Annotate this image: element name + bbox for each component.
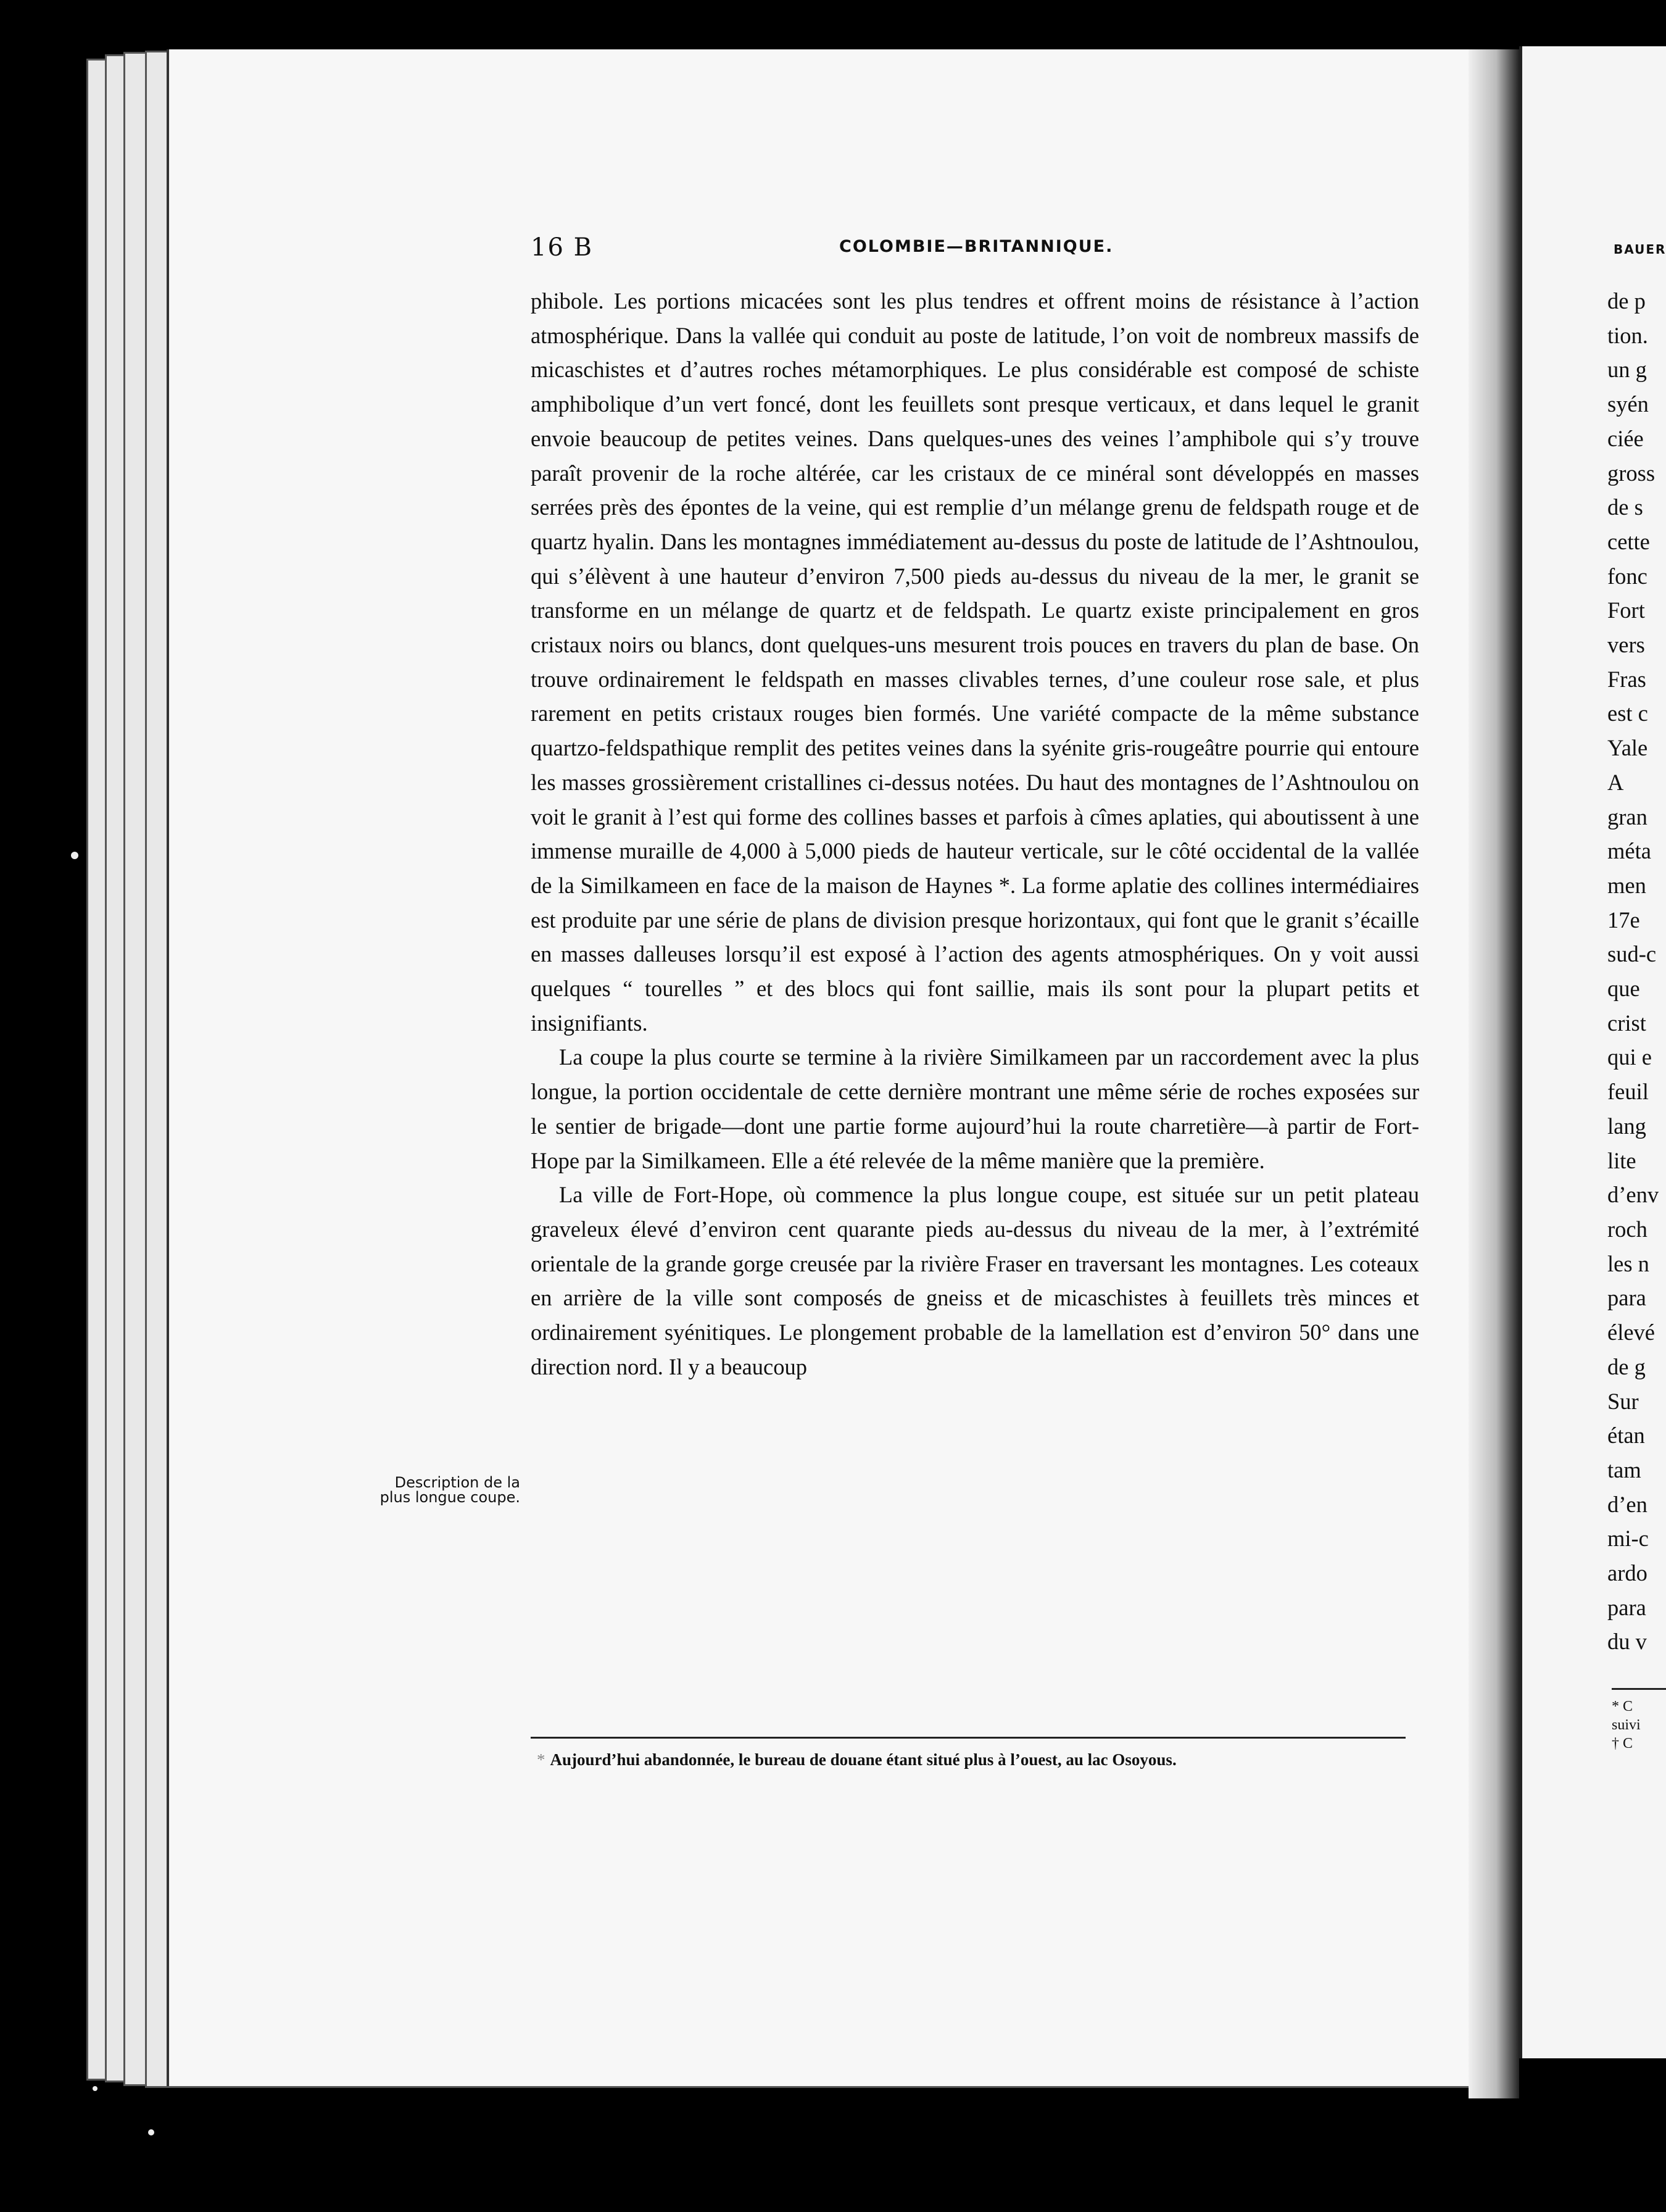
scan-speck bbox=[93, 2086, 97, 2091]
facing-page-line: crist bbox=[1607, 1010, 1646, 1036]
margin-note: Description de la plus longue coupe. bbox=[379, 1474, 520, 1506]
facing-page-line: lang bbox=[1607, 1113, 1646, 1139]
facing-page-line: élevé bbox=[1607, 1320, 1655, 1345]
facing-page-line: Fras bbox=[1607, 666, 1646, 692]
footnote-mark: * bbox=[537, 1750, 545, 1769]
running-title: COLOMBIE—BRITANNIQUE. bbox=[839, 237, 1114, 256]
facing-page-line: que bbox=[1607, 976, 1640, 1002]
facing-page-note: suivi bbox=[1612, 1717, 1641, 1733]
facing-page-line: cette bbox=[1607, 528, 1650, 554]
facing-page-line: fonc bbox=[1607, 563, 1647, 589]
facing-page-line: syén bbox=[1607, 391, 1649, 417]
facing-page-line: tam bbox=[1607, 1457, 1641, 1482]
facing-page-line: méta bbox=[1607, 838, 1651, 864]
facing-page-line: para bbox=[1607, 1285, 1646, 1311]
facing-page-line: de g bbox=[1607, 1353, 1646, 1379]
facing-page-line: ardo bbox=[1607, 1560, 1647, 1586]
facing-page-line: Fort bbox=[1607, 597, 1645, 623]
paragraph: La ville de Fort-Hope, où commence la plus longue coupe, est située sur un petit plateau graveleux élevé d’environ cent quarante pieds au-dessus du niveau de la mer, à l’extrémité orientale de la grande gorge creusée par la rivière Fraser en traversant les montagnes. Les coteaux en arrière de la ville sont composés de gneiss et de micaschistes à feuillets très minces et ordinairement syénitiques. Le plongement probable de la lamellation est d’environ 50° dans une direction nord. Il y a beaucoup bbox=[531, 1182, 1419, 1379]
facing-footnote-rule bbox=[1612, 1688, 1666, 1690]
facing-page-line: lite bbox=[1607, 1147, 1636, 1173]
footnote bbox=[537, 1750, 1419, 1769]
facing-page-line: qui e bbox=[1607, 1044, 1652, 1070]
footnote-rule bbox=[531, 1737, 1406, 1739]
paragraph: La coupe la plus courte se termine à la rivière Similkameen par un raccordement avec la plus longue, la portion occidentale de cette dernière montrant une même série de roches exposées sur le sentier de brigade—dont une partie forme aujourd’hui la route charretière—à partir de Fort-Hope par la Similkameen. Elle a été relevée de la même manière que la première. bbox=[531, 1044, 1419, 1173]
facing-page-line: étan bbox=[1607, 1423, 1645, 1449]
page-number: 16 B bbox=[531, 233, 594, 262]
facing-page-line: est c bbox=[1607, 701, 1648, 726]
scan-speck bbox=[148, 2129, 154, 2135]
facing-page-line: mi-c bbox=[1607, 1526, 1649, 1552]
facing-page-line: gran bbox=[1607, 804, 1647, 830]
facing-page-line: d’env bbox=[1607, 1182, 1659, 1208]
facing-page-notes bbox=[1612, 1697, 1641, 1753]
facing-page-line: ciée bbox=[1607, 425, 1644, 451]
facing-page-line: feuil bbox=[1607, 1079, 1649, 1105]
facing-page-line: tion. bbox=[1607, 322, 1648, 348]
facing-page-line: les n bbox=[1607, 1250, 1649, 1276]
facing-page-line: para bbox=[1607, 1594, 1646, 1620]
facing-page-header: BAUER bbox=[1614, 242, 1666, 257]
facing-page-line: un g bbox=[1607, 357, 1647, 383]
facing-page-note: † C bbox=[1612, 1736, 1633, 1752]
facing-page-line: Sur bbox=[1607, 1388, 1639, 1414]
body-text bbox=[531, 284, 1419, 1384]
facing-page-line: du v bbox=[1607, 1629, 1647, 1655]
facing-page-line: de p bbox=[1607, 288, 1646, 314]
facing-page-line: de s bbox=[1607, 494, 1643, 520]
facing-page-line: roch bbox=[1607, 1216, 1647, 1242]
facing-page-line: A bbox=[1607, 769, 1624, 795]
facing-page-line: vers bbox=[1607, 632, 1645, 658]
facing-page-text bbox=[1607, 284, 1666, 1659]
page-header bbox=[531, 233, 1419, 264]
facing-page-line: Yale bbox=[1607, 735, 1648, 761]
footnote-text: Aujourd’hui abandonnée, le bureau de douane étant situé plus à l’ouest, au lac Osoyous. bbox=[550, 1750, 1177, 1769]
paragraph: phibole. Les portions micacées sont les plus tendres et offrent moins de résistance à l’action atmosphérique. Dans la vallée qui conduit au poste de latitude, l’on voit de nombreux massifs de micaschistes et d’autres roches métamorphiques. Le plus considérable est composé de schiste amphibolique d’un vert foncé, dont les feuillets sont presque verticaux, et dans lequel le granit envoie beaucoup de petites veines. Dans quelques-unes des veines l’amphibole qui s’y trouve paraît provenir de la roche altérée, car les cristaux de ce minéral sont développés en masses serrées près des épontes de la veine, qui est remplie d’un mélange grenu de feldspath rouge et de quartz hyalin. Dans les montagnes immédiatement au-dessus du poste de latitude de l’Ashtnoulou, qui s’élèvent à une hauteur d’environ 7,500 pieds au-dessus du niveau de la mer, le granit se transforme en un mélange de quartz et de feldspath. Le quartz existe principalement en gros cristaux noirs ou blancs, dont quelques-uns mesurent trois pouces en travers du plan de base. On trouve ordinairement le feldspath en masses clivables ternes, d’une couleur rose sale, et plus rarement en petits cristaux rouges bien formés. Une variété compacte de la même substance quartzo-feldspathique remplit des petites veines dans la syénite gris-rougeâtre pourrie qui entoure les masses grossièrement cristallines ci-dessus notées. Du haut des montagnes de l’Ashtnoulou on voit le granit à l’est qui forme des collines basses et parfois à cîmes aplaties, qui aboutissent à une immense muraille de 4,000 à 5,000 pieds de hauteur verticale, sur le côté occidental de la vallée de la Similkameen en face de la maison de Haynes *. La forme aplatie des collines intermédiaires est produite par une série de plans de division presque horizontaux, qui font que le granit s’écaille en masses dalleuses lorsqu’il est exposé à l’action des agents atmosphériques. On y voit aussi quelques “ tourelles ” et des blocs qui font saillie, mais ils sont pour la plupart petits et insignifiants. bbox=[531, 288, 1419, 1036]
facing-page-line: sud-c bbox=[1607, 941, 1657, 967]
facing-page-line: 17e bbox=[1607, 907, 1640, 933]
facing-page-line: men bbox=[1607, 872, 1646, 898]
facing-page-note: * C bbox=[1612, 1698, 1633, 1715]
scan-speck bbox=[71, 852, 78, 859]
facing-page-line: gross bbox=[1607, 460, 1656, 486]
facing-page-line: d’en bbox=[1607, 1491, 1647, 1517]
book-gutter bbox=[1469, 49, 1519, 2098]
